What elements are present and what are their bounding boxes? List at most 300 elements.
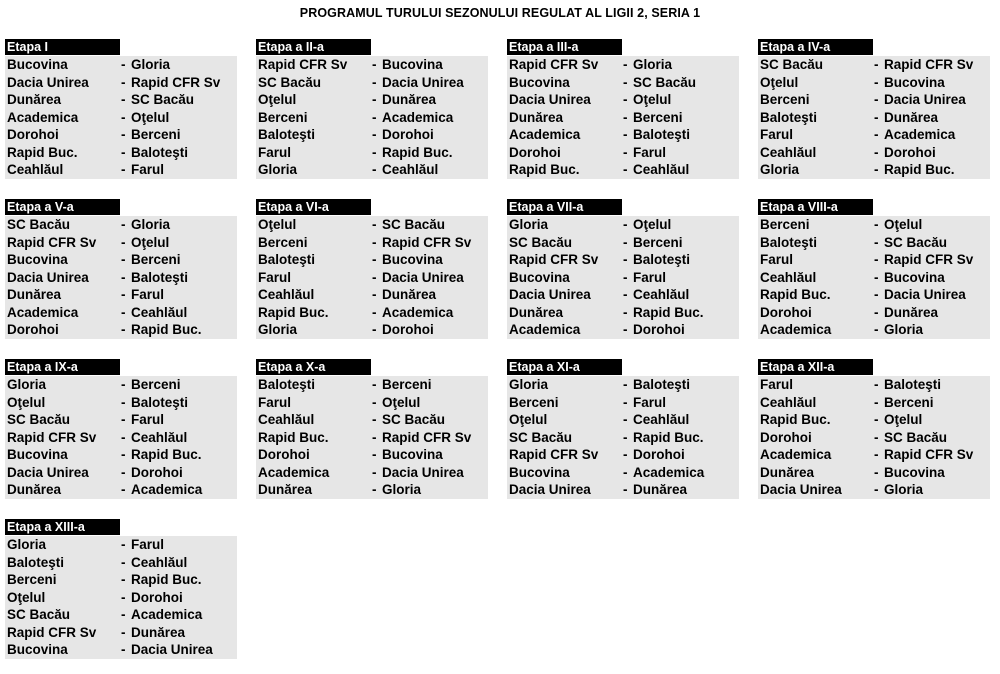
match-row (256, 464, 488, 482)
match-row (5, 126, 237, 144)
match-separator: - (121, 624, 126, 640)
match-separator: - (623, 92, 628, 107)
round-title: Etapa a X-a (256, 359, 371, 375)
match-row (758, 216, 990, 234)
away-team: SC Bacău (382, 412, 446, 427)
away-team: Baloteşti (633, 252, 691, 267)
home-team: Bucovina (7, 57, 68, 72)
away-team: Berceni (131, 127, 181, 142)
match-row (758, 446, 990, 464)
home-team: Academica (509, 127, 581, 142)
match-separator: - (121, 572, 126, 587)
away-team: Academica (382, 304, 454, 320)
match-row (256, 269, 488, 287)
match-row (758, 269, 990, 287)
match-row (5, 446, 237, 464)
match-row (5, 74, 237, 92)
home-team: Rapid CFR Sv (509, 252, 599, 267)
away-team: SC Bacău (131, 92, 195, 107)
away-team: Baloteşti (633, 127, 691, 142)
match-row (5, 251, 237, 269)
home-team: Academica (760, 447, 832, 462)
match-separator: - (372, 482, 377, 497)
away-team: SC Bacău (884, 429, 948, 445)
away-team: Dorohoi (131, 589, 183, 605)
match-separator: - (372, 287, 377, 302)
match-separator: - (372, 252, 377, 267)
match-row (256, 286, 488, 304)
match-row (5, 144, 237, 162)
match-row (758, 411, 990, 429)
away-team: Berceni (131, 377, 181, 392)
match-row (5, 571, 237, 589)
home-team: SC Bacău (7, 412, 71, 427)
match-row (5, 641, 237, 659)
away-team: Oţelul (131, 109, 170, 125)
match-separator: - (874, 234, 879, 250)
match-row (758, 321, 990, 339)
match-separator: - (874, 447, 879, 462)
match-separator: - (874, 429, 879, 445)
match-separator: - (372, 162, 377, 177)
match-row (507, 481, 739, 499)
round-block (5, 518, 237, 659)
round-title: Etapa a XIII-a (5, 519, 120, 535)
match-separator: - (874, 377, 879, 392)
match-row (507, 269, 739, 287)
home-team: Dacia Unirea (509, 287, 591, 302)
home-team: Rapid CFR Sv (7, 624, 97, 640)
away-team: Farul (633, 144, 667, 160)
home-team: Berceni (509, 394, 559, 410)
away-team: Dorohoi (382, 127, 434, 142)
home-team: Rapid Buc. (258, 429, 329, 445)
home-team: SC Bacău (509, 429, 573, 445)
home-team: Baloteşti (258, 127, 316, 142)
away-team: Academica (131, 607, 203, 622)
match-separator: - (121, 447, 126, 462)
match-separator: - (623, 127, 628, 142)
away-team: Dacia Unirea (382, 74, 464, 90)
home-team: Academica (7, 304, 79, 320)
match-separator: - (372, 57, 377, 72)
home-team: Gloria (7, 377, 47, 392)
match-list (507, 376, 739, 499)
match-separator: - (121, 429, 126, 445)
match-separator: - (121, 127, 126, 142)
match-separator: - (372, 74, 377, 90)
match-row (507, 286, 739, 304)
home-team: Dunărea (760, 464, 815, 480)
match-separator: - (372, 144, 377, 160)
match-list (507, 56, 739, 179)
home-team: Farul (258, 269, 292, 285)
home-team: Bucovina (7, 642, 68, 657)
match-row (758, 144, 990, 162)
home-team: Academica (760, 322, 832, 337)
away-team: Academica (884, 127, 956, 142)
home-team: Dacia Unirea (509, 482, 591, 497)
match-row (507, 411, 739, 429)
match-row (256, 411, 488, 429)
match-separator: - (874, 74, 879, 90)
match-separator: - (874, 252, 879, 267)
match-row (5, 394, 237, 412)
home-team: Gloria (258, 162, 298, 177)
match-separator: - (623, 144, 628, 160)
home-team: SC Bacău (258, 74, 322, 90)
match-row (758, 126, 990, 144)
match-row (5, 536, 237, 554)
round-block (507, 198, 739, 339)
home-team: Academica (258, 464, 330, 480)
home-team: SC Bacău (7, 607, 71, 622)
match-separator: - (623, 109, 628, 125)
home-team: Farul (760, 252, 794, 267)
home-team: Berceni (258, 109, 308, 125)
match-list (5, 216, 237, 339)
match-separator: - (623, 57, 628, 72)
round-block (5, 198, 237, 339)
match-row (758, 234, 990, 252)
home-team: SC Bacău (7, 217, 71, 232)
match-separator: - (121, 464, 126, 480)
home-team: Ceahlăul (258, 412, 315, 427)
match-row (507, 91, 739, 109)
match-row (507, 376, 739, 394)
match-row (758, 286, 990, 304)
round-title: Etapa a II-a (256, 39, 371, 55)
away-team: Oţelul (884, 217, 923, 232)
home-team: Ceahlăul (258, 287, 315, 302)
away-team: Dunărea (131, 624, 186, 640)
away-team: Gloria (131, 217, 171, 232)
match-separator: - (874, 127, 879, 142)
match-row (5, 589, 237, 607)
away-team: Rapid CFR Sv (382, 234, 472, 250)
round-title: Etapa a IV-a (758, 39, 873, 55)
round-block (256, 38, 488, 179)
match-row (256, 234, 488, 252)
home-team: Dacia Unirea (7, 74, 89, 90)
match-row (5, 304, 237, 322)
away-team: Rapid CFR Sv (884, 57, 974, 72)
away-team: Dacia Unirea (131, 642, 213, 657)
match-separator: - (623, 377, 628, 392)
away-team: Academica (633, 464, 705, 480)
home-team: Rapid CFR Sv (509, 447, 599, 462)
match-separator: - (121, 74, 126, 90)
match-separator: - (623, 287, 628, 302)
home-team: Baloteşti (258, 252, 316, 267)
match-separator: - (623, 412, 628, 427)
match-row (256, 74, 488, 92)
home-team: Bucovina (7, 447, 68, 462)
match-list (5, 536, 237, 659)
away-team: Rapid Buc. (884, 162, 955, 177)
match-separator: - (623, 464, 628, 480)
round-title: Etapa a III-a (507, 39, 622, 55)
match-list (256, 216, 488, 339)
match-separator: - (874, 57, 879, 72)
match-separator: - (623, 234, 628, 250)
match-row (256, 394, 488, 412)
match-row (5, 91, 237, 109)
match-separator: - (372, 377, 377, 392)
match-separator: - (874, 394, 879, 410)
round-block (5, 38, 237, 179)
home-team: Gloria (509, 217, 549, 232)
home-team: Dacia Unirea (7, 269, 89, 285)
match-row (5, 56, 237, 74)
away-team: Rapid Buc. (131, 447, 202, 462)
away-team: Rapid Buc. (131, 572, 202, 587)
away-team: Oţelul (382, 394, 421, 410)
away-team: Rapid CFR Sv (382, 429, 472, 445)
match-separator: - (121, 144, 126, 160)
match-row (5, 161, 237, 179)
away-team: Dacia Unirea (884, 92, 966, 107)
match-row (507, 251, 739, 269)
match-row (5, 606, 237, 624)
page-title: PROGRAMUL TURULUI SEZONULUI REGULAT AL LIGII 2, SERIA 1 (299, 6, 701, 20)
away-team: Rapid Buc. (382, 144, 453, 160)
away-team: Ceahlăul (633, 412, 690, 427)
match-row (507, 109, 739, 127)
match-list (256, 376, 488, 499)
match-row (507, 304, 739, 322)
round-title: Etapa a VI-a (256, 199, 371, 215)
away-team: Ceahlăul (633, 287, 690, 302)
match-row (758, 109, 990, 127)
match-row (507, 161, 739, 179)
away-team: Dunărea (884, 109, 939, 125)
away-team: Bucovina (382, 252, 443, 267)
home-team: Rapid Buc. (258, 304, 329, 320)
match-separator: - (121, 57, 126, 72)
away-team: Bucovina (884, 269, 945, 285)
match-row (758, 376, 990, 394)
match-separator: - (874, 322, 879, 337)
match-list (507, 216, 739, 339)
away-team: Dorohoi (884, 144, 936, 160)
home-team: Baloteşti (760, 234, 818, 250)
home-team: Oţelul (7, 394, 46, 410)
home-team: Academica (509, 322, 581, 337)
match-row (256, 321, 488, 339)
away-team: Farul (131, 537, 165, 552)
away-team: Dorohoi (633, 322, 685, 337)
round-block (256, 198, 488, 339)
home-team: Oţelul (760, 74, 799, 90)
match-separator: - (623, 304, 628, 320)
round-title: Etapa a VIII-a (758, 199, 873, 215)
match-row (5, 481, 237, 499)
away-team: Gloria (382, 482, 422, 497)
match-separator: - (372, 304, 377, 320)
match-separator: - (121, 92, 126, 107)
round-title: Etapa a IX-a (5, 359, 120, 375)
home-team: Farul (760, 127, 794, 142)
round-block (758, 198, 990, 339)
match-row (256, 251, 488, 269)
away-team: Bucovina (884, 464, 945, 480)
match-row (507, 464, 739, 482)
match-row (758, 481, 990, 499)
match-row (256, 376, 488, 394)
match-row (758, 91, 990, 109)
away-team: Berceni (884, 394, 934, 410)
match-separator: - (372, 464, 377, 480)
match-separator: - (372, 269, 377, 285)
match-separator: - (121, 554, 126, 570)
away-team: Rapid CFR Sv (884, 447, 974, 462)
home-team: Dunărea (509, 304, 564, 320)
away-team: Bucovina (884, 74, 945, 90)
home-team: Oţelul (258, 217, 297, 232)
away-team: Berceni (131, 252, 181, 267)
away-team: Baloteşti (131, 144, 189, 160)
match-row (507, 126, 739, 144)
home-team: Baloteşti (760, 109, 818, 125)
match-row (507, 234, 739, 252)
home-team: Dorohoi (760, 304, 812, 320)
away-team: Dorohoi (382, 322, 434, 337)
round-title: Etapa a XI-a (507, 359, 622, 375)
match-separator: - (372, 217, 377, 232)
match-list (758, 376, 990, 499)
home-team: Ceahlăul (7, 162, 64, 177)
away-team: Farul (633, 269, 667, 285)
away-team: Oţelul (884, 412, 923, 427)
home-team: Berceni (7, 572, 57, 587)
match-separator: - (121, 287, 126, 302)
away-team: Dorohoi (633, 447, 685, 462)
away-team: Ceahlăul (382, 162, 439, 177)
away-team: SC Bacău (633, 74, 697, 90)
home-team: Farul (258, 144, 292, 160)
away-team: Rapid CFR Sv (131, 74, 221, 90)
away-team: Baloteşti (131, 269, 189, 285)
match-row (5, 269, 237, 287)
match-row (5, 429, 237, 447)
away-team: Farul (131, 162, 165, 177)
match-row (5, 234, 237, 252)
match-separator: - (121, 412, 126, 427)
match-separator: - (372, 447, 377, 462)
home-team: Dunărea (258, 482, 313, 497)
match-separator: - (372, 394, 377, 410)
home-team: Rapid CFR Sv (258, 57, 348, 72)
match-row (507, 74, 739, 92)
match-separator: - (121, 394, 126, 410)
match-row (507, 56, 739, 74)
match-separator: - (874, 162, 879, 177)
home-team: Dunărea (7, 287, 62, 302)
home-team: Dunărea (7, 482, 62, 497)
home-team: Rapid Buc. (760, 287, 831, 302)
match-row (507, 446, 739, 464)
match-separator: - (874, 109, 879, 125)
match-separator: - (121, 607, 126, 622)
away-team: Dunărea (633, 482, 688, 497)
away-team: Dunărea (884, 304, 939, 320)
away-team: Academica (382, 109, 454, 125)
match-row (5, 286, 237, 304)
match-separator: - (121, 642, 126, 657)
match-separator: - (623, 322, 628, 337)
away-team: Rapid Buc. (131, 322, 202, 337)
home-team: Ceahlăul (760, 269, 817, 285)
away-team: Baloteşti (633, 377, 691, 392)
away-team: Oţelul (633, 92, 672, 107)
home-team: Dorohoi (760, 429, 812, 445)
match-row (758, 161, 990, 179)
match-separator: - (623, 482, 628, 497)
match-row (256, 429, 488, 447)
match-separator: - (623, 252, 628, 267)
match-list (758, 216, 990, 339)
home-team: Rapid CFR Sv (509, 57, 599, 72)
home-team: Dacia Unirea (760, 482, 842, 497)
match-row (256, 216, 488, 234)
away-team: Rapid CFR Sv (884, 252, 974, 267)
match-separator: - (623, 394, 628, 410)
home-team: Rapid CFR Sv (7, 234, 97, 250)
away-team: Farul (131, 287, 165, 302)
match-row (5, 321, 237, 339)
match-separator: - (874, 217, 879, 232)
away-team: Gloria (131, 57, 171, 72)
match-separator: - (372, 322, 377, 337)
round-block (5, 358, 237, 499)
home-team: Bucovina (509, 74, 570, 90)
home-team: Dunărea (509, 109, 564, 125)
match-separator: - (874, 412, 879, 427)
away-team: Farul (131, 412, 165, 427)
match-separator: - (121, 589, 126, 605)
home-team: Dorohoi (7, 322, 59, 337)
match-separator: - (874, 287, 879, 302)
match-separator: - (874, 464, 879, 480)
away-team: Dunărea (382, 92, 437, 107)
away-team: Gloria (633, 57, 673, 72)
away-team: SC Bacău (884, 234, 948, 250)
away-team: Dacia Unirea (884, 287, 966, 302)
away-team: Bucovina (382, 447, 443, 462)
away-team: Oţelul (131, 234, 170, 250)
home-team: Gloria (7, 537, 47, 552)
match-list (5, 376, 237, 499)
home-team: Oţelul (7, 589, 46, 605)
home-team: Dorohoi (509, 144, 561, 160)
home-team: Bucovina (509, 464, 570, 480)
home-team: Oţelul (509, 412, 548, 427)
round-block (758, 38, 990, 179)
away-team: Berceni (633, 234, 683, 250)
home-team: Farul (258, 394, 292, 410)
match-separator: - (372, 127, 377, 142)
match-row (5, 109, 237, 127)
match-separator: - (121, 252, 126, 267)
match-row (507, 429, 739, 447)
home-team: Gloria (258, 322, 298, 337)
match-separator: - (874, 482, 879, 497)
round-title: Etapa a VII-a (507, 199, 622, 215)
match-separator: - (372, 92, 377, 107)
away-team: Farul (633, 394, 667, 410)
away-team: Academica (131, 482, 203, 497)
